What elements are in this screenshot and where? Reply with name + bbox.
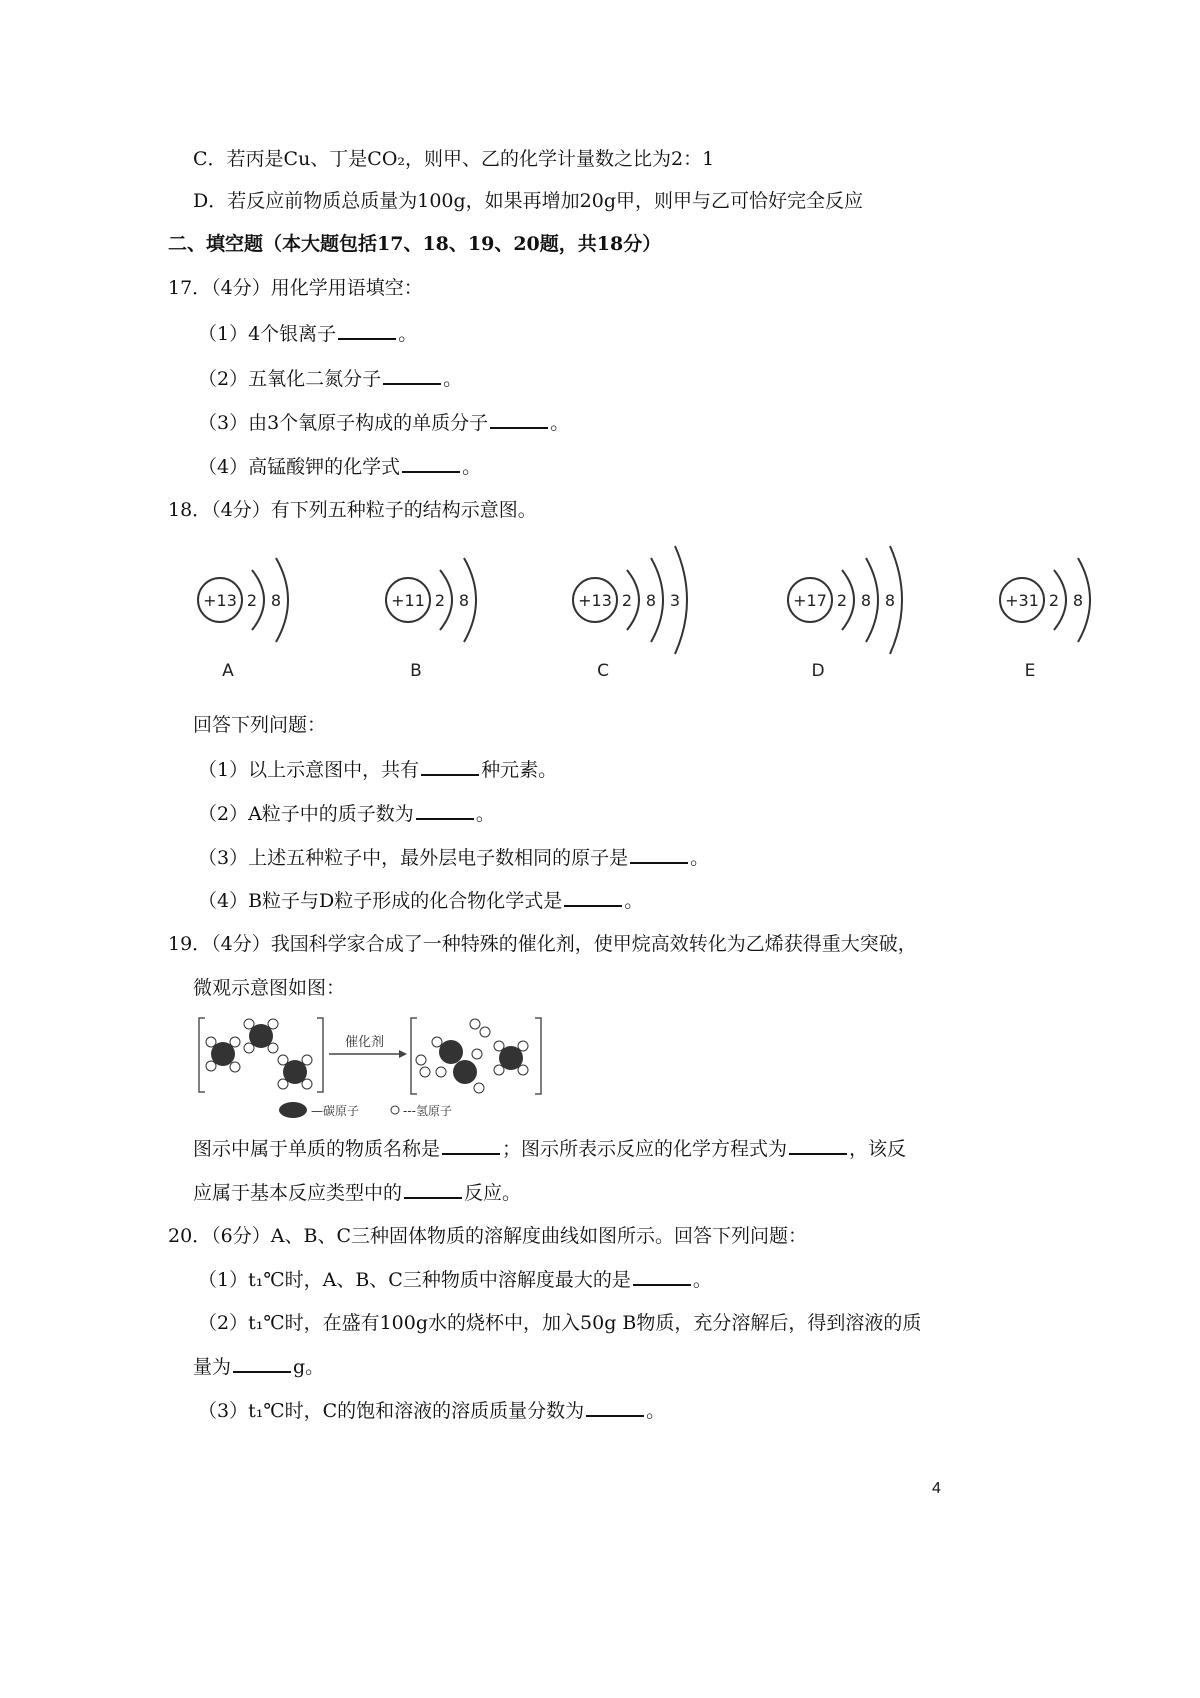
q18-item-1: （1）以上示意图中，共有 种元素。: [198, 756, 557, 783]
hydrogen-molecule: [416, 1055, 430, 1077]
q20-item-1: （1）t₁℃时，A、B、C三种物质中溶解度最大的是 。: [198, 1266, 712, 1293]
shell-electron-count: 8: [645, 591, 657, 610]
methane-molecule: [278, 1055, 312, 1089]
q17-item-4: （4）高锰酸钾的化学式 。: [198, 453, 481, 480]
answer-blank[interactable]: [633, 1266, 691, 1286]
question-19: 19．（4分）我国科学家合成了一种特殊的催化剂，使甲烷高效转化为乙烯获得重大突破，: [168, 933, 917, 955]
catalyst-label: 催化剂: [345, 1035, 385, 1050]
answer-blank[interactable]: [338, 320, 396, 340]
shell-electron-count: 8: [458, 591, 470, 610]
atom-diagram-c: [573, 546, 687, 681]
shell-electron-count: 2: [434, 591, 446, 610]
q18-item-3: （3）上述五种粒子中，最外层电子数相同的原子是 。: [198, 844, 709, 871]
methane-molecule: [244, 1019, 278, 1053]
hydrogen-legend-label: ---氢原子: [403, 1104, 453, 1118]
shell-electron-count: 2: [836, 591, 848, 610]
nucleus-charge: +13: [578, 591, 612, 610]
answer-blank[interactable]: [490, 409, 548, 429]
shell-electron-count: 8: [884, 591, 896, 610]
methane-molecule: [206, 1037, 240, 1072]
q19-item-2: 应属于基本反应类型中的 反应。: [193, 1179, 521, 1206]
nucleus-charge: +11: [391, 591, 425, 610]
answer-blank[interactable]: [404, 1179, 462, 1199]
answer-blank[interactable]: [586, 1397, 644, 1417]
question-19-cont: 微观示意图如图：: [193, 977, 346, 999]
q17-item-2: （2）五氧化二氮分子 。: [198, 365, 462, 392]
ethylene-molecule: [432, 1037, 484, 1093]
hydrogen-legend-swatch: [391, 1106, 399, 1114]
atom-diagram-b: [386, 558, 476, 681]
question-17: 17．（4分）用化学用语填空：: [168, 277, 423, 299]
nucleus-charge: +17: [793, 591, 827, 610]
atom-diagram-a: [198, 558, 288, 681]
answer-blank[interactable]: [564, 887, 622, 907]
answer-blank[interactable]: [421, 756, 479, 776]
q20-item-3: （3）t₁℃时，C的饱和溶液的溶质质量分数为 。: [198, 1397, 665, 1424]
atom-structure-diagrams: [180, 530, 1200, 690]
question-20: 20．（6分）A、B、C三种固体物质的溶解度曲线如图所示。回答下列问题：: [168, 1225, 807, 1247]
q18-item-4: （4）B粒子与D粒子形成的化合物化学式是 。: [198, 887, 643, 914]
shell-electron-count: 8: [1072, 591, 1084, 610]
section-heading: 二、填空题（本大题包括17、18、19、20题，共18分）: [168, 233, 662, 255]
atom-label: B: [410, 661, 422, 681]
shell-electron-count: 3: [669, 591, 681, 610]
atom-label: A: [222, 661, 234, 681]
atom-diagram-d: [788, 546, 902, 681]
shell-electron-count: 2: [246, 591, 258, 610]
hydrogen-molecule: [470, 1019, 490, 1037]
option-d: D．若反应前物质总质量为100g，如果再增加20g甲，则甲与乙可恰好完全反应: [193, 190, 864, 212]
answer-blank[interactable]: [442, 1135, 500, 1155]
nucleus-charge: +31: [1005, 591, 1039, 610]
shell-electron-count: 8: [860, 591, 872, 610]
atom-label: E: [1024, 661, 1036, 681]
q18-prompt: 回答下列问题：: [193, 714, 327, 736]
q17-item-3: （3）由3个氧原子构成的单质分子 。: [198, 409, 569, 436]
nucleus-charge: +13: [203, 591, 237, 610]
shell-electron-count: 2: [621, 591, 633, 610]
shell-electron-count: 8: [270, 591, 282, 610]
q17-item-1: （1）4个银离子 。: [198, 320, 417, 347]
methane-molecule: [494, 1041, 528, 1075]
q20-item-2: （2）t₁℃时，在盛有100g水的烧杯中，加入50g B物质，充分溶解后，得到溶液的质: [198, 1312, 922, 1334]
question-18: 18．（4分）有下列五种粒子的结构示意图。: [168, 499, 537, 521]
q20-item-2-cont: 量为 g。: [193, 1353, 324, 1380]
atom-label: D: [811, 661, 825, 681]
shell-electron-count: 2: [1048, 591, 1060, 610]
q18-item-2: （2）A粒子中的质子数为 。: [198, 800, 495, 827]
atom-label: C: [597, 661, 609, 681]
carbon-legend-label: —碳原子: [311, 1104, 360, 1118]
answer-blank[interactable]: [383, 365, 441, 385]
answer-blank[interactable]: [789, 1135, 847, 1155]
answer-blank[interactable]: [402, 453, 460, 473]
carbon-legend-swatch: [279, 1102, 307, 1118]
answer-blank[interactable]: [630, 844, 688, 864]
answer-blank[interactable]: [416, 800, 474, 820]
answer-blank[interactable]: [233, 1353, 291, 1373]
q19-item-1: 图示中属于单质的物质名称是 ；图示所表示反应的化学方程式为 ，该反: [193, 1135, 906, 1162]
option-c: C．若丙是Cu、丁是CO₂，则甲、乙的化学计量数之比为2：1: [193, 148, 715, 170]
reaction-micro-diagram: [195, 1010, 555, 1122]
page-number: 4: [932, 1480, 941, 1497]
atom-diagram-e: [1000, 558, 1090, 681]
